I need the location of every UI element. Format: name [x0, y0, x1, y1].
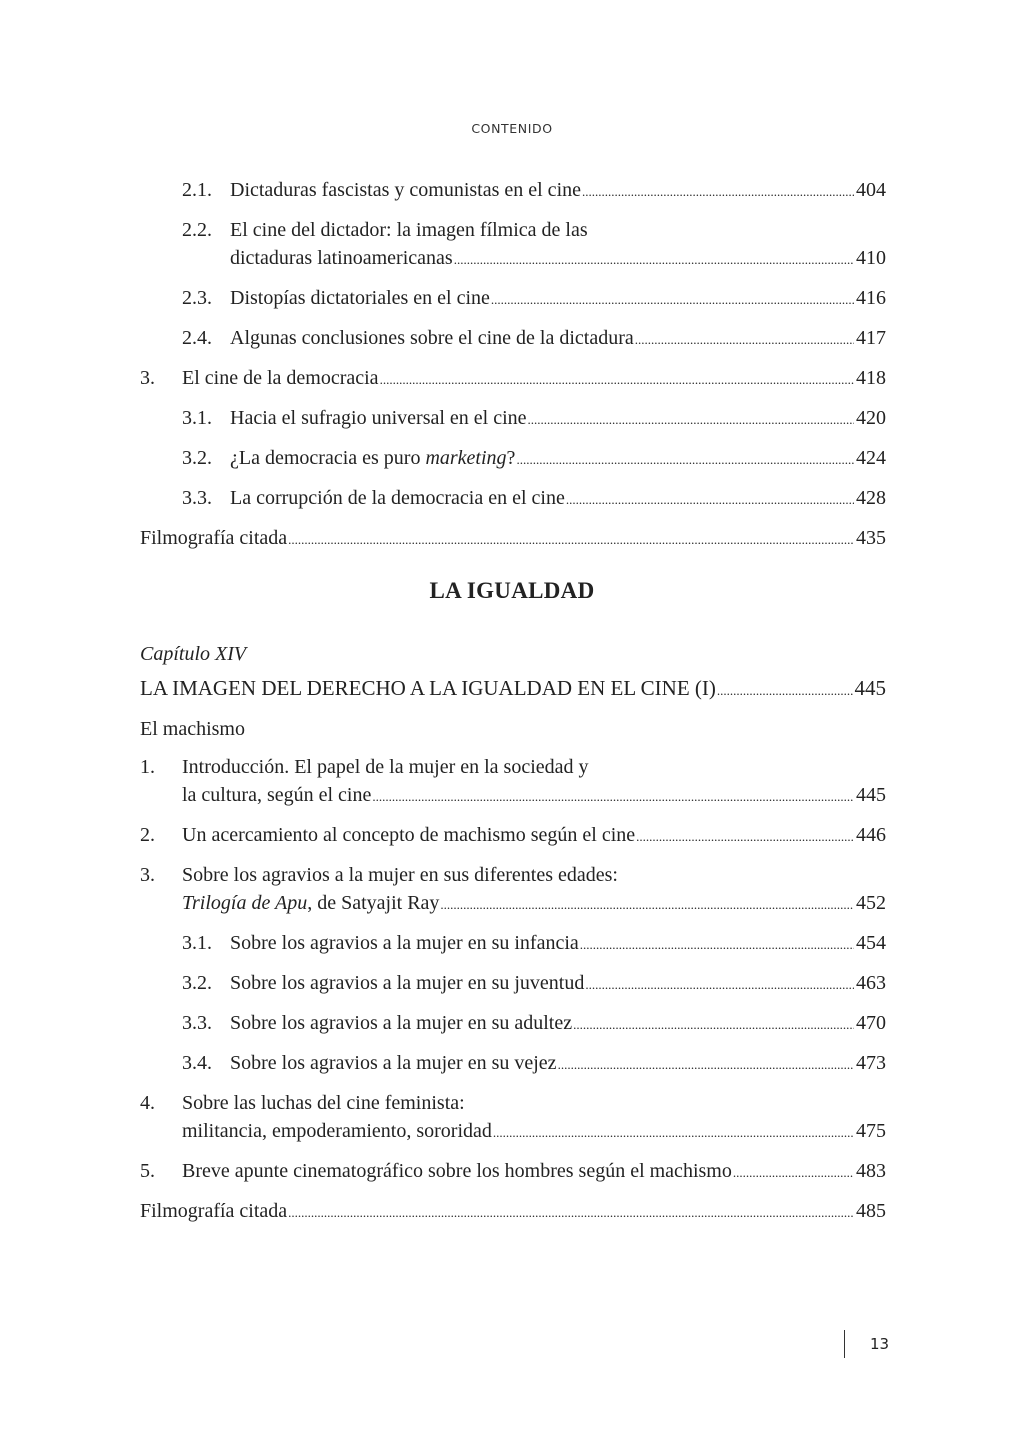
dot-leader — [717, 674, 853, 705]
toc-entry-number: 2. — [140, 824, 155, 846]
toc-title-part: , de Satyajit Ray — [307, 892, 440, 914]
toc-entry-number: 2.4. — [182, 327, 212, 349]
toc-entry-number: 2.3. — [182, 287, 212, 309]
chapter-title: LA IMAGEN DEL DERECHO A LA IGUALDAD EN EL CINE (I) — [140, 676, 716, 700]
toc-page-number: 470 — [856, 1012, 886, 1034]
chapter-label: Capítulo XIV — [140, 643, 247, 665]
toc-entry-number: 3.3. — [182, 487, 212, 509]
toc-title-part: ¿La democracia es puro — [230, 447, 426, 469]
toc-entry-title: Sobre los agravios a la mujer en su vejez — [230, 1052, 557, 1074]
toc-entry-title: Hacia el sufragio universal en el cine — [230, 407, 527, 429]
dot-leader — [288, 524, 854, 554]
toc-entry-number: 3.2. — [182, 447, 212, 469]
dot-leader — [582, 176, 854, 206]
toc-entry-title: militancia, empoderamiento, sororidad — [182, 1120, 492, 1142]
toc-page-number: 483 — [856, 1160, 886, 1182]
dot-leader — [558, 1049, 854, 1079]
chapter-subhead: El machismo — [140, 718, 245, 740]
toc-entry-3[interactable] — [140, 364, 886, 394]
toc-entry-title-line1: Introducción. El papel de la mujer en la sociedad y — [182, 756, 589, 778]
toc-entry-number: 2.2. — [182, 219, 212, 241]
toc-entry-filmografia[interactable] — [140, 1197, 886, 1227]
toc-page-number: 416 — [856, 287, 886, 309]
chapter-title-entry[interactable] — [140, 674, 886, 705]
dot-leader — [288, 1197, 854, 1227]
toc-page-number: 424 — [856, 447, 886, 469]
toc-entry-title: Sobre los agravios a la mujer en su juventud — [230, 972, 585, 994]
toc-entry-number: 4. — [140, 1092, 155, 1114]
toc-list-bottom — [140, 640, 886, 1237]
dot-leader — [733, 1157, 854, 1187]
toc-page-number: 410 — [856, 247, 886, 269]
toc-page-number: 417 — [856, 327, 886, 349]
section-title: LA IGUALDAD — [429, 578, 595, 603]
toc-entry-number: 3.2. — [182, 972, 212, 994]
toc-title-part: ? — [506, 447, 516, 469]
dot-leader — [566, 484, 854, 514]
dot-leader — [516, 444, 854, 474]
toc-entry-3-3[interactable] — [140, 1009, 886, 1039]
toc-entry-title: Sobre los agravios a la mujer en su adultez — [230, 1012, 573, 1034]
toc-page-number: 446 — [856, 824, 886, 846]
toc-entry-title-line1: Sobre las luchas del cine feminista: — [182, 1092, 465, 1114]
toc-entry-title-line1: Sobre los agravios a la mujer en sus diferentes edades: — [182, 864, 618, 886]
toc-entry-3-2[interactable] — [140, 969, 886, 999]
toc-entry-number: 3.4. — [182, 1052, 212, 1074]
dot-leader — [528, 404, 854, 434]
dot-leader — [440, 889, 854, 919]
toc-entry-3-1[interactable] — [140, 404, 886, 434]
dot-leader — [491, 284, 854, 314]
toc-page-number: 463 — [856, 972, 886, 994]
dot-leader — [636, 821, 854, 851]
toc-entry-4[interactable] — [140, 1089, 886, 1147]
toc-list-top — [140, 176, 886, 564]
toc-entry-title: La corrupción de la democracia en el cine — [230, 487, 565, 509]
toc-entry-2[interactable] — [140, 821, 886, 851]
running-head: CONTENIDO — [471, 121, 553, 136]
toc-entry-number: 3. — [140, 367, 155, 389]
toc-entry-title — [230, 444, 515, 472]
toc-entry-3[interactable] — [140, 861, 886, 919]
dot-leader — [585, 969, 854, 999]
toc-entry-title: El cine de la democracia — [182, 367, 379, 389]
toc-page-number: 473 — [856, 1052, 886, 1074]
dot-leader — [372, 781, 854, 811]
toc-page-number: 454 — [856, 932, 886, 954]
dot-leader — [635, 324, 854, 354]
toc-entry-1[interactable] — [140, 753, 886, 811]
toc-entry-3-2[interactable] — [140, 444, 886, 474]
toc-entry-number: 3.1. — [182, 407, 212, 429]
toc-entry-3-1[interactable] — [140, 929, 886, 959]
toc-entry-title: dictaduras latinoamericanas — [230, 247, 453, 269]
toc-entry-3-4[interactable] — [140, 1049, 886, 1079]
dot-leader — [380, 364, 854, 394]
toc-entry-title: Un acercamiento al concepto de machismo según el cine — [182, 824, 636, 846]
toc-entry-number: 3.1. — [182, 932, 212, 954]
toc-page-number: 435 — [856, 527, 886, 549]
toc-entry-5[interactable] — [140, 1157, 886, 1187]
toc-entry-number: 3.3. — [182, 1012, 212, 1034]
toc-entry-number: 2.1. — [182, 179, 212, 201]
toc-entry-3-3[interactable] — [140, 484, 886, 514]
toc-entry-number: 5. — [140, 1160, 155, 1182]
dot-leader — [454, 244, 854, 274]
toc-entry-title: Sobre los agravios a la mujer en su infancia — [230, 932, 579, 954]
toc-entry-title: Filmografía citada — [140, 1200, 288, 1222]
toc-page-number: 475 — [856, 1120, 886, 1142]
footer-rule — [844, 1330, 845, 1358]
toc-entry-number: 1. — [140, 756, 155, 778]
toc-entry-title: Breve apunte cinematográfico sobre los hombres según el machismo — [182, 1160, 732, 1182]
dot-leader — [580, 929, 854, 959]
toc-entry-filmografia[interactable] — [140, 524, 886, 554]
toc-page-number: 418 — [856, 367, 886, 389]
toc-title-italic: Trilogía de Apu — [182, 892, 308, 914]
toc-page-number: 420 — [856, 407, 886, 429]
toc-entry-number: 3. — [140, 864, 155, 886]
toc-entry-2-4[interactable] — [140, 324, 886, 354]
toc-page-number: 485 — [856, 1200, 886, 1222]
dot-leader — [573, 1009, 854, 1039]
toc-page-number: 404 — [856, 179, 886, 201]
toc-entry-2-3[interactable] — [140, 284, 886, 314]
toc-entry-title: Dictaduras fascistas y comunistas en el cine — [230, 179, 581, 201]
toc-title-italic: marketing — [425, 447, 507, 469]
toc-entry-title: Distopías dictatoriales en el cine — [230, 287, 490, 309]
toc-entry-title: Algunas conclusiones sobre el cine de la dictadura — [230, 327, 634, 349]
toc-page-number: 445 — [854, 676, 886, 700]
toc-entry-2-1[interactable] — [140, 176, 886, 206]
toc-entry-title — [182, 889, 439, 917]
toc-entry-title: Filmografía citada — [140, 527, 288, 549]
toc-entry-title: la cultura, según el cine — [182, 784, 372, 806]
toc-page-number: 452 — [856, 892, 886, 914]
toc-page-number: 445 — [856, 784, 886, 806]
toc-entry-title-line1: El cine del dictador: la imagen fílmica de las — [230, 219, 588, 241]
dot-leader — [493, 1117, 854, 1147]
toc-entry-2-2[interactable] — [140, 216, 886, 274]
toc-page-number: 428 — [856, 487, 886, 509]
page-number: 13 — [870, 1335, 890, 1353]
